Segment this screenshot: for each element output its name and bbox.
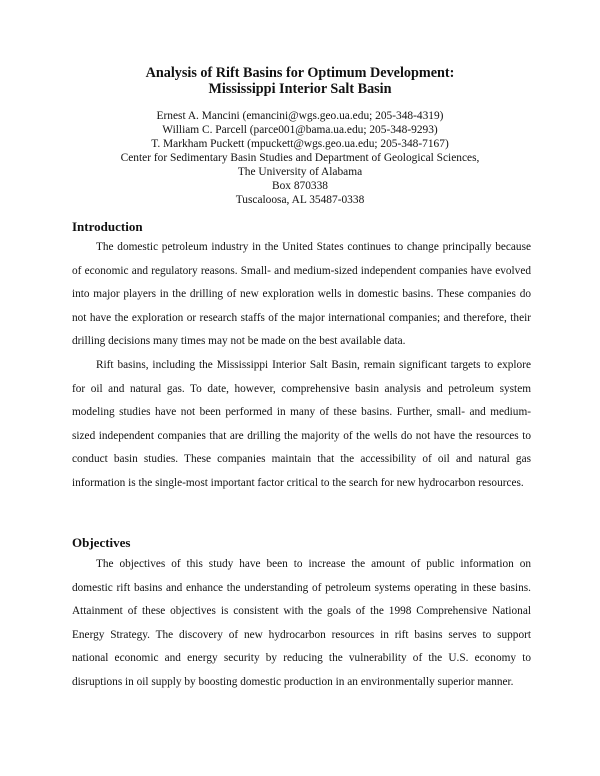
objectives-heading: Objectives xyxy=(72,535,131,550)
paper-title-line-1: Analysis of Rift Basins for Optimum Development: xyxy=(145,65,455,81)
author-3: T. Markham Puckett (mpuckett@wgs.geo.ua.edu; 205-348-7167) xyxy=(151,138,449,150)
affiliation-line-4: Tuscaloosa, AL 35487-0338 xyxy=(235,194,365,206)
paper-title-line-2: Mississippi Interior Salt Basin xyxy=(208,81,392,97)
introduction-paragraph-2: Rift basins, including the Mississippi Interior Salt Basin, remain significant targets to explore for oil and natural gas. To date, however, comprehensive basin analysis and petroleum system modeling studies have not been performed in many of these basins. Further, small- and medium-sized independent companies that are drilling the majority of the wells do not have the resources to conduct basin studies. These companies maintain that the accessibility of oil and natural gas information is the single-most important factor critical to the search for new hydrocarbon resources. xyxy=(72,359,531,489)
introduction-paragraph-1: The domestic petroleum industry in the United States continues to change principally because of economic and regulatory reasons. Small- and medium-sized independent companies have evolved into major players in the drilling of new exploration wells in domestic basins. These companies do not have the exploration or research staffs of the major international companies; and therefore, their drilling decisions many times may not be made on the best available data. xyxy=(72,241,531,348)
author-1: Ernest A. Mancini (emancini@wgs.geo.ua.edu; 205-348-4319) xyxy=(156,110,444,122)
objectives-paragraph-1: The objectives of this study have been to increase the amount of public information on domestic rift basins and enhance the understanding of petroleum systems operating in these basins. Attainment of these objectives is consistent with the goals of the 1998 Comprehensive National Energy Strategy. The discovery of new hydrocarbon resources in rift basins serves to support national economic and energy security by reducing the vulnerability of the U.S. economy to disruptions in oil supply by boosting domestic production in an environmentally superior manner. xyxy=(72,558,531,688)
affiliation-line-1: Center for Sedimentary Basin Studies and Department of Geological Sciences, xyxy=(120,152,480,164)
introduction-heading: Introduction xyxy=(72,219,143,234)
affiliation-line-3: Box 870338 xyxy=(271,180,328,192)
author-2: William C. Parcell (parce001@bama.ua.edu; 205-348-9293) xyxy=(162,124,438,136)
affiliation-line-2: The University of Alabama xyxy=(237,166,363,178)
